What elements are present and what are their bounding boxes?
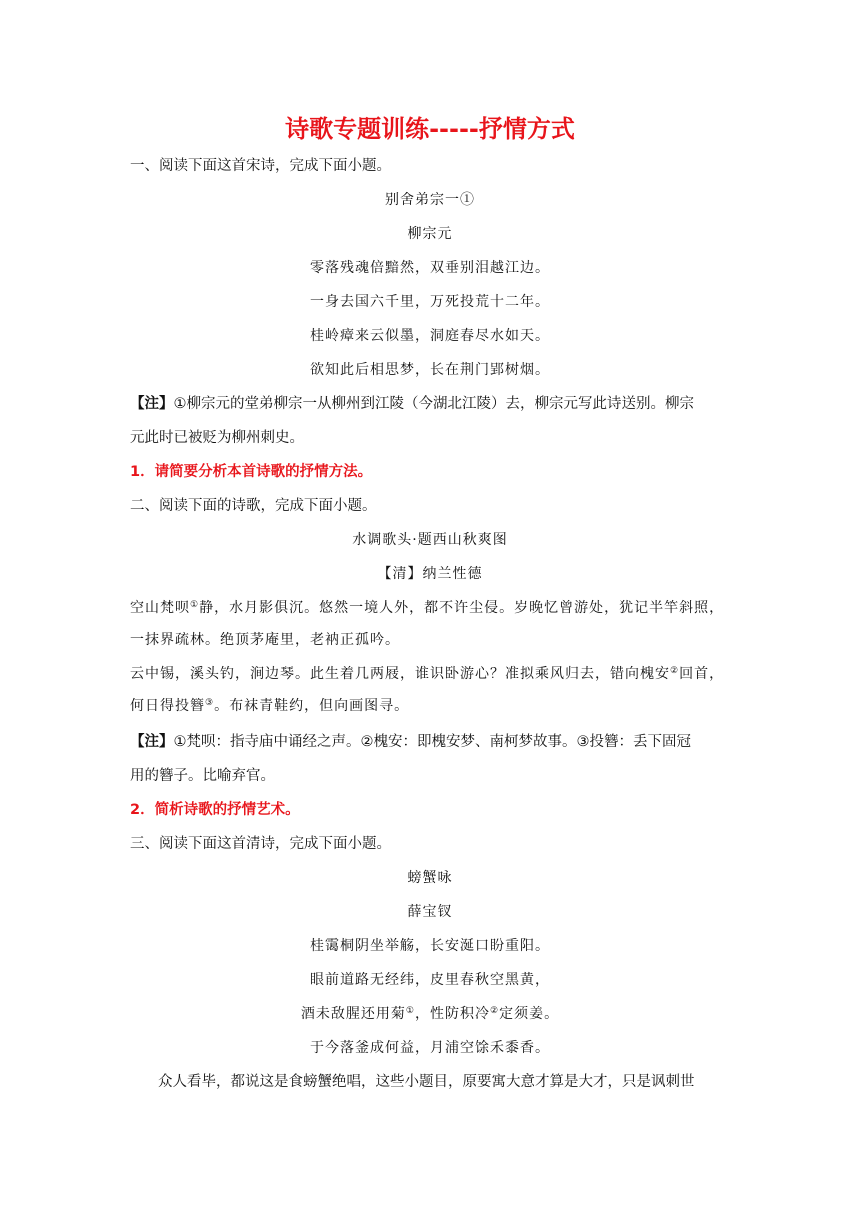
text-run: 定须姜。 [499,1006,560,1022]
poem-1-title: 别舍弟宗一① [385,192,475,208]
footnote-marker: ③ [205,698,215,708]
text-run: 酒未敌腥还用菊 [300,1006,406,1022]
poem-2-stanza-2-line-1 [130,664,730,684]
poem-2-stanza-2-line-2 [130,696,730,716]
poem-2-note-line-2: 用的簪子。比喻弃官。 [130,768,275,784]
poem-3-line-4: 于今落釜成何益，月浦空馀禾黍香。 [310,1040,550,1056]
text-run: ，性防积冷 [415,1006,490,1022]
section-2-heading: 二、阅读下面的诗歌，完成下面小题。 [130,498,377,514]
footnote-marker: ② [670,666,680,676]
poem-1-note-line-1 [130,394,730,414]
poem-1-line-1: 零落残魂倍黯然，双垂别泪越江边。 [310,260,550,276]
text-run: 空山梵呗 [130,600,190,616]
question-2: 2．简析诗歌的抒情艺术。 [130,802,300,818]
poem-1-note-line-2: 元此时已被贬为柳州刺史。 [130,430,304,446]
page-title: 诗歌专题训练-----抒情方式 [285,115,575,143]
section-3-heading: 三、阅读下面这首清诗，完成下面小题。 [130,836,391,852]
poem-1-line-4: 欲知此后相思梦，长在荆门郢树烟。 [310,362,550,378]
poem-1-line-3: 桂岭瘴来云似墨，洞庭春尽水如天。 [310,328,550,344]
poem-3-line-2: 眼前道路无经纬，皮里春秋空黑黄， [310,972,550,988]
poem-2-author: 【清】纳兰性德 [377,566,483,582]
note-text: ①梵呗：指寺庙中诵经之声。②槐安：即槐安梦、南柯梦故事。③投簪：丢下固冠 [173,734,691,750]
poem-1-author: 柳宗元 [407,226,453,242]
poem-3-title: 螃蟹咏 [407,870,453,886]
question-1: 1．请简要分析本首诗歌的抒情方法。 [130,464,373,480]
footnote-marker: ① [405,1006,415,1016]
text-run: 何日得投簪 [130,698,205,714]
poem-3-line-1: 桂霭桐阴坐举觞，长安涎口盼重阳。 [310,938,550,954]
poem-3-prose: 众人看毕，都说这是食螃蟹绝唱，这些小题目，原要寓大意才算是大才，只是讽刺世 [158,1074,695,1090]
poem-2-stanza-1-line-1 [130,598,730,618]
text-run: 回首， [679,666,725,682]
text-run: 静，水月影俱沉。悠然一境人外，都不许尘侵。岁晚忆曾游处，犹记半竿斜照， [199,600,725,616]
poem-3-line-3 [130,1004,730,1024]
footnote-marker: ② [490,1006,500,1016]
note-label: 【注】 [130,734,174,750]
poem-1-line-2: 一身去国六千里，万死投荒十二年。 [310,294,550,310]
poem-2-title: 水调歌头·题西山秋爽图 [352,532,508,548]
text-run: 云中锡，溪头钓，涧边琴。此生着几两屐，谁识卧游心？准拟乘风归去，错向槐安 [130,666,670,682]
text-run: 。布袜青鞋约，但向画图寻。 [214,698,410,714]
poem-3-author: 薛宝钗 [407,904,453,920]
note-label: 【注】 [130,396,174,412]
footnote-marker: ① [190,600,200,610]
section-1-heading: 一、阅读下面这首宋诗，完成下面小题。 [130,158,391,174]
poem-2-stanza-1-line-2: 一抹界疏林。绝顶茅庵里，老衲正孤吟。 [130,632,400,648]
note-text: ①柳宗元的堂弟柳宗一从柳州到江陵（今湖北江陵）去，柳宗元写此诗送别。柳宗 [173,396,694,412]
poem-2-note-line-1 [130,732,730,752]
